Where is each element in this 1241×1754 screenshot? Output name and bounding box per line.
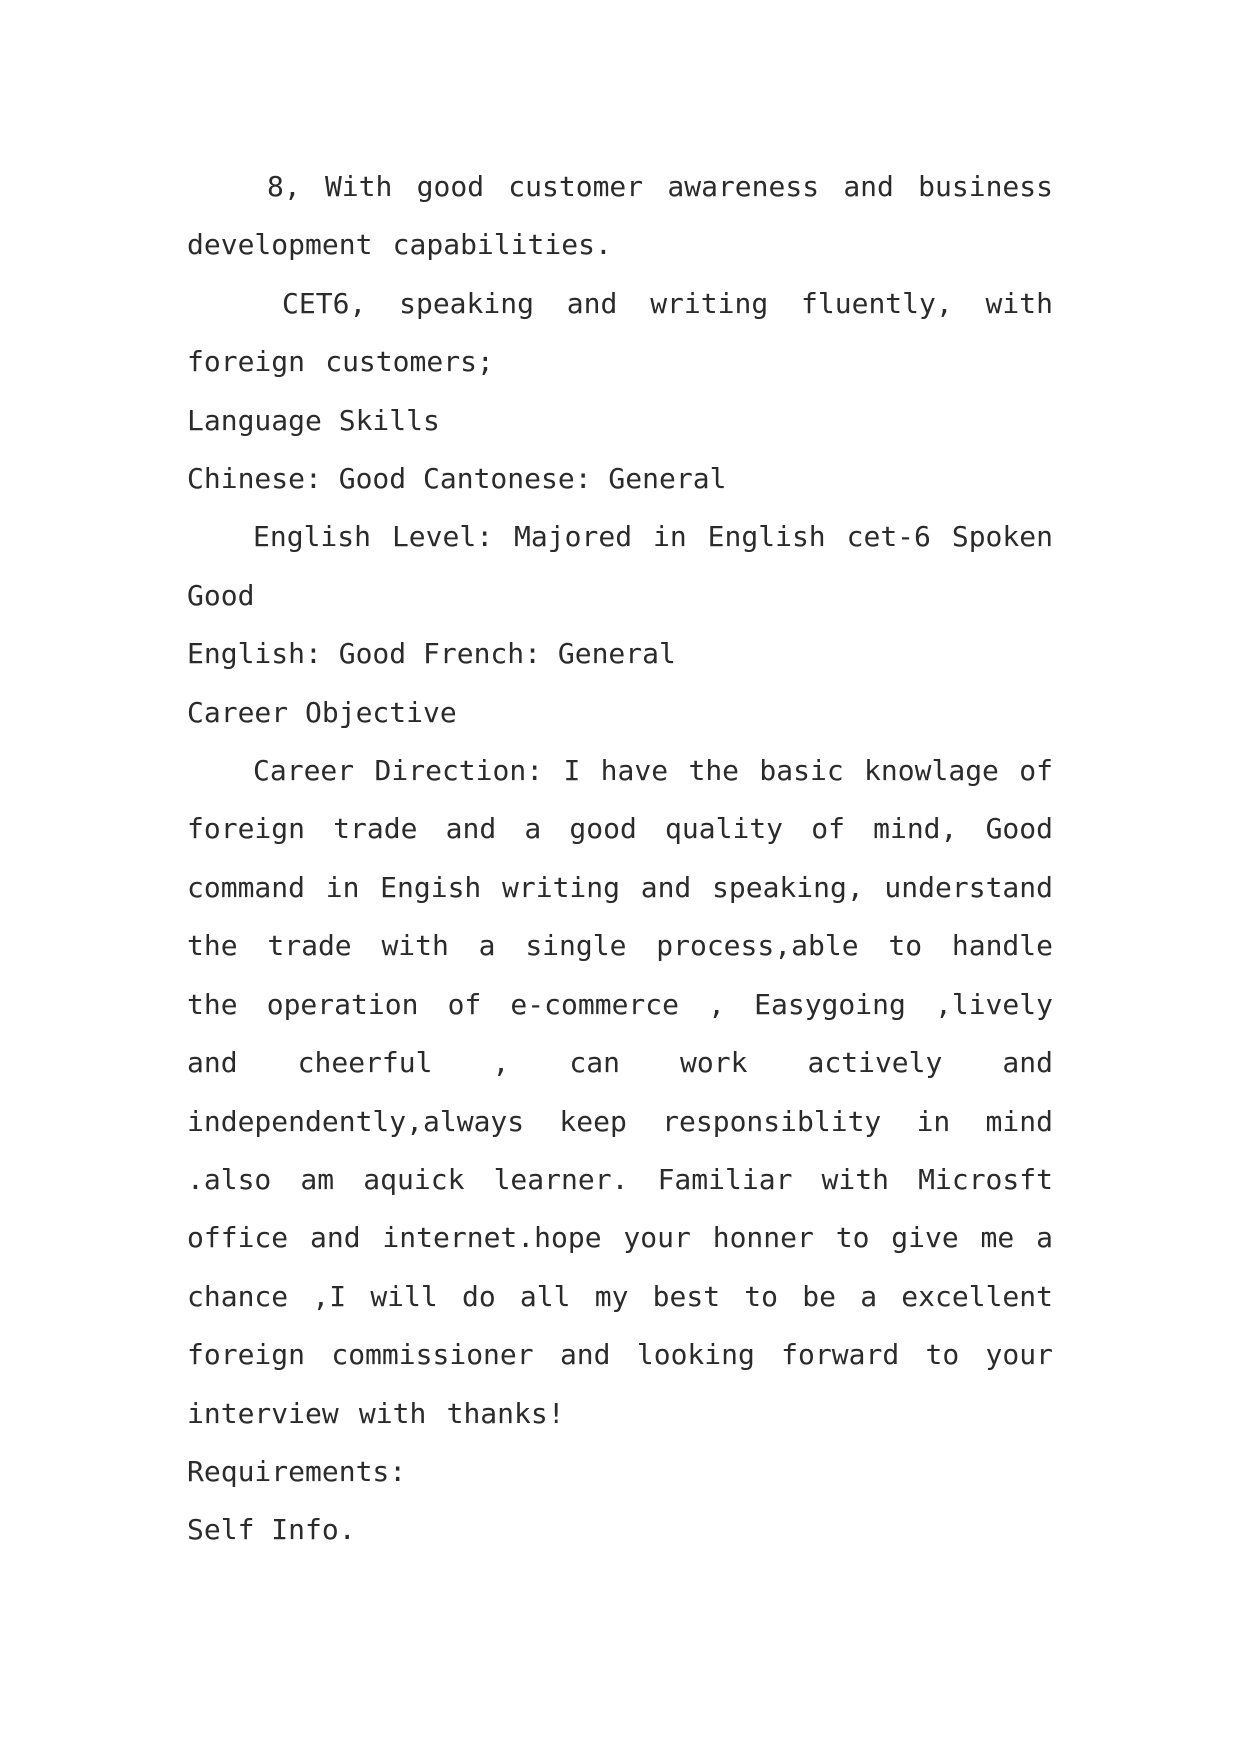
document-body xyxy=(187,158,1053,1560)
heading-requirements: Requirements: xyxy=(187,1454,407,1488)
heading-career-objective: Career Objective xyxy=(187,695,457,729)
paragraph-cet6: CET6, speaking and writing fluently, with foreign customers; xyxy=(187,286,1053,379)
paragraph-english-french: English: Good French: General xyxy=(187,637,676,671)
paragraph-chinese-cantonese: Chinese: Good Cantonese: General xyxy=(187,462,727,496)
heading-self-info: Self Info. xyxy=(187,1513,356,1547)
paragraph-career-direction: Career Direction: I have the basic knowlage of foreign trade and a good quality of mind, Good command in Engish writing and speaking, understand the trade with a single process,able to handle the operation of e-commerce , Easygoing ,lively and cheerful , can work actively and independently,always keep responsiblity in mind .also am aquick learner. Familiar with Microsft office and internet.hope your honner to give me a chance ,I will do all my best to be a excellent foreign commissioner and looking forward to your interview with thanks! xyxy=(187,754,1053,1430)
paragraph-english-level: English Level: Majored in English cet-6 Spoken Good xyxy=(187,520,1053,612)
paragraph-capabilities: 8, With good customer awareness and business development capabilities. xyxy=(187,170,1053,262)
heading-language-skills: Language Skills xyxy=(187,403,440,437)
